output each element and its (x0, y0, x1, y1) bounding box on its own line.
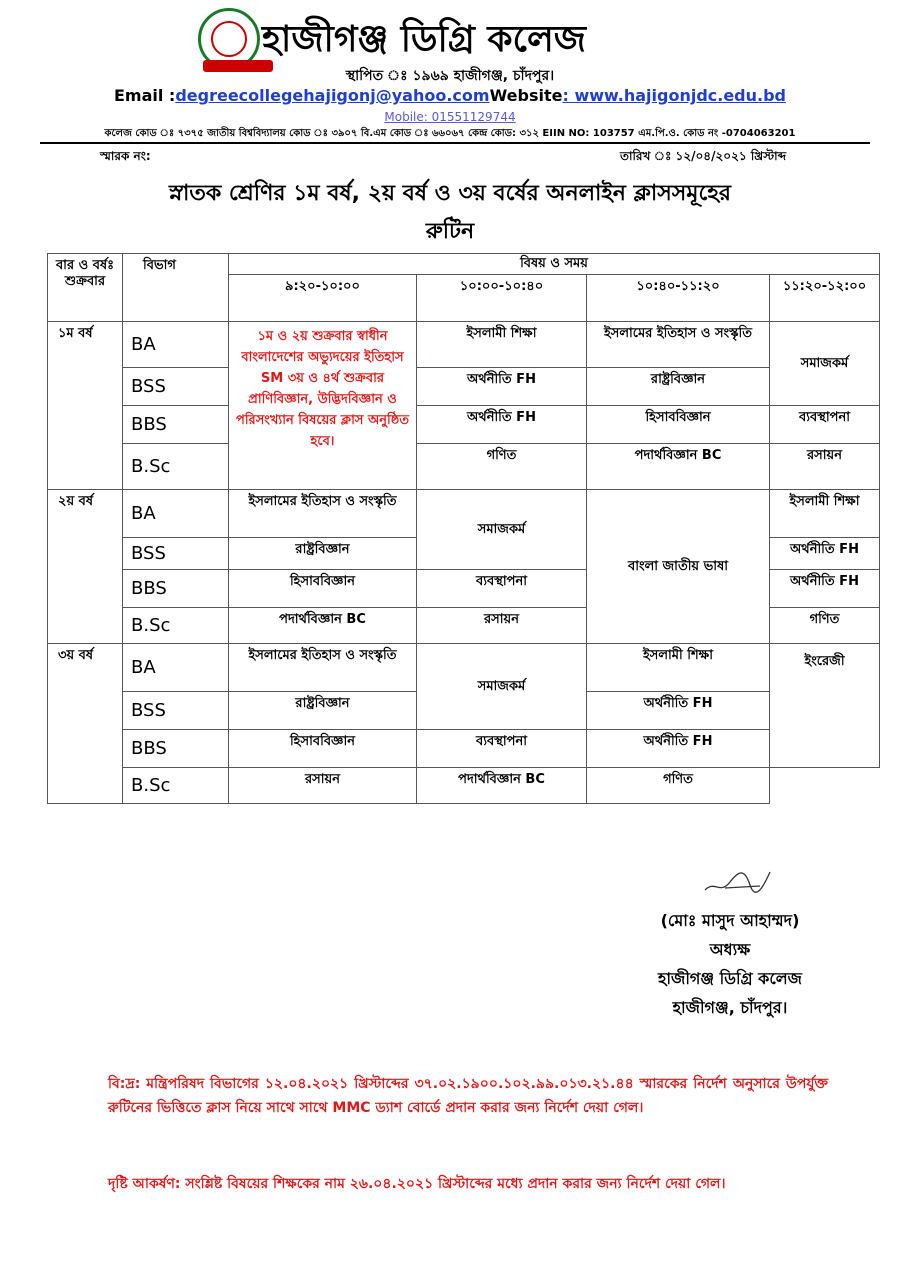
col-dept: বিভাগ (123, 254, 229, 322)
y2-bss-slot4: অর্থনীতি FH (770, 538, 880, 570)
year-3: ৩য় বর্ষ (48, 644, 123, 804)
dept-bss: BSS (123, 538, 229, 570)
dept-bsc: B.Sc (123, 608, 229, 644)
y3-ba-slot1: ইসলামের ইতিহাস ও সংস্কৃতি (229, 644, 417, 692)
table-row (48, 368, 880, 406)
y1-bss-slot3: রাষ্ট্রবিজ্ঞান (587, 368, 770, 406)
established-line: স্থাপিত ঃ ১৯৬৯ হাজীগঞ্জ, চাঁদপুর। (345, 68, 555, 84)
y1-bbs-slot4: ব্যবস্থাপনা (770, 406, 880, 444)
note-attention: দৃষ্টি আকর্ষণ: সংশ্লিষ্ট বিষয়ের শিক্ষকের নাম ২৬.০৪.২০২১ খ্রিস্টাব্দের মধ্যে প্রদান করার জন্য নির্দেশ দেয়া গেল। (108, 1176, 726, 1192)
y3-bsc-slot1: রসায়ন (229, 768, 417, 804)
table-row (48, 490, 880, 538)
y1-bsc-slot2: গণিত (417, 444, 587, 490)
y3-all-slot4: ইংরেজী (770, 644, 880, 768)
principal-name: (মোঃ মাসুদ আহাম্মদ) (660, 911, 800, 930)
y3-bbs-slot1: হিসাববিজ্ঞান (229, 730, 417, 768)
y1-bsc-slot4: রসায়ন (770, 444, 880, 490)
signature-place: হাজীগঞ্জ, চাঁদপুর। (672, 998, 788, 1017)
dept-bss: BSS (123, 368, 229, 406)
y3-bsc-slot3: গণিত (587, 768, 770, 804)
time-slot-2: ১০:০০-১০:৪০ (417, 275, 587, 322)
col-subject-time: বিষয় ও সময় (229, 254, 880, 275)
signature-mark (700, 860, 780, 900)
website-link[interactable]: : www.hajigonjdc.edu.bd (562, 86, 787, 105)
y1-bbs-slot3: হিসাববিজ্ঞান (587, 406, 770, 444)
y1-ba-bss-slot4: সমাজকর্ম (770, 322, 880, 406)
y2-ba-slot1: ইসলামের ইতিহাস ও সংস্কৃতি (229, 490, 417, 538)
principal-designation: অধ্যক্ষ (709, 940, 751, 959)
routine-title: স্নাতক শ্রেণির ১ম বর্ষ, ২য় বর্ষ ও ৩য় বর্ষের অনলাইন ক্লাসসমূহের (169, 181, 731, 206)
y2-bsc-slot4: গণিত (770, 608, 880, 644)
website-label: Website (489, 86, 563, 105)
email-label: Email : (113, 86, 176, 105)
y1-ba-slot2: ইসলামী শিক্ষা (417, 322, 587, 368)
empty-cell (770, 768, 880, 804)
college-name: হাজীগঞ্জ ডিগ্রি কলেজ (262, 19, 587, 60)
table-row (48, 406, 880, 444)
y3-bbs-slot3: অর্থনীতি FH (587, 730, 770, 768)
memo-number: স্মারক নং: (100, 149, 151, 163)
time-slot-4: ১১:২০-১২:০০ (770, 275, 880, 322)
table-header-row (48, 254, 880, 275)
time-slot-3: ১০:৪০-১১:২০ (587, 275, 770, 322)
dept-bsc: B.Sc (123, 444, 229, 490)
y2-bsc-slot2: রসায়ন (417, 608, 587, 644)
y2-bsc-slot1: পদার্থবিজ্ঞান BC (229, 608, 417, 644)
dept-ba: BA (123, 322, 229, 368)
table-row (48, 730, 880, 768)
dept-bsc: B.Sc (123, 768, 229, 804)
y3-ba-bss-slot2: সমাজকর্ম (417, 644, 587, 730)
y3-ba-slot3: ইসলামী শিক্ষা (587, 644, 770, 692)
year-2: ২য় বর্ষ (48, 490, 123, 644)
email-link[interactable]: degreecollegehajigonj@yahoo.com (175, 86, 490, 105)
dept-ba: BA (123, 644, 229, 692)
y2-ba-slot4: ইসলামী শিক্ষা (770, 490, 880, 538)
dept-bbs: BBS (123, 730, 229, 768)
y1-bss-slot2: অর্থনীতি FH (417, 368, 587, 406)
dept-bbs: BBS (123, 406, 229, 444)
routine-title-line2: রুটিন (425, 219, 475, 244)
y1-ba-slot3: ইসলামের ইতিহাস ও সংস্কৃতি (587, 322, 770, 368)
y2-bbs-slot4: অর্থনীতি FH (770, 570, 880, 608)
table-row (48, 768, 880, 804)
issue-date: তারিখ ঃ ১২/০৪/২০২১ খ্রিস্টাব্দ (620, 149, 787, 163)
y3-bss-slot1: রাষ্ট্রবিজ্ঞান (229, 692, 417, 730)
institution-codes: কলেজ কোড ঃ ৭৩৭৫ জাতীয় বিশ্ববিদ্যালয় কোড ঃ ৩৯০৭ বি.এম কোড ঃ ৬৬০৬৭ কেন্দ্র কোড: ৩১২ EIIN NO: 103757 এম.পি.ও. কোড নং -0704063201 (104, 128, 796, 139)
table-row (48, 322, 880, 368)
y2-ba-bss-slot2: সমাজকর্ম (417, 490, 587, 570)
mobile-number[interactable]: Mobile: 01551129744 (384, 110, 516, 124)
y2-bbs-slot2: ব্যবস্থাপনা (417, 570, 587, 608)
table-row (48, 444, 880, 490)
dept-bss: BSS (123, 692, 229, 730)
signature-college: হাজীগঞ্জ ডিগ্রি কলেজ (657, 969, 802, 988)
dept-bbs: BBS (123, 570, 229, 608)
y2-bbs-slot1: হিসাববিজ্ঞান (229, 570, 417, 608)
note-bidro: বি:দ্র: মন্ত্রিপরিষদ বিভাগের ১২.০৪.২০২১ খ্রিস্টাব্দের ৩৭.০২.১৯০০.১০২.৯৯.০১৩.২১.৪৪ স্মারকের নির্দেশ অনুসারে উপর্যুক্ত রুটিনের ভিত্তিতে ক্লাস নিয়ে সাথে সাথে MMC ড্যাশ বোর্ডে প্রদান করার জন্য নির্দেশ দেয়া গেল। (108, 1076, 828, 1116)
col-day-year: বার ও বর্ষঃ শুক্রবার (48, 254, 123, 322)
header-divider (40, 142, 870, 144)
y1-notice: ১ম ও ২য় শুক্রবার স্বাধীন বাংলাদেশের অভ্যুদয়ের ইতিহাস SM ৩য় ও ৪র্থ শুক্রবার প্রাণিবিজ্ঞান, উদ্ভিদবিজ্ঞান ও পরিসংখ্যান বিষয়ের ক্লাস অনুষ্ঠিত হবে। (229, 322, 417, 490)
y3-bbs-slot2: ব্যবস্থাপনা (417, 730, 587, 768)
year-1: ১ম বর্ষ (48, 322, 123, 490)
y3-bss-slot3: অর্থনীতি FH (587, 692, 770, 730)
dept-ba: BA (123, 490, 229, 538)
y3-bsc-slot2: পদার্থবিজ্ঞান BC (417, 768, 587, 804)
table-row (48, 644, 880, 692)
y2-bss-slot1: রাষ্ট্রবিজ্ঞান (229, 538, 417, 570)
y1-bsc-slot3: পদার্থবিজ্ঞান BC (587, 444, 770, 490)
contact-line (0, 86, 900, 105)
time-slot-1: ৯:২০-১০:০০ (229, 275, 417, 322)
routine-table (47, 253, 880, 804)
y1-bbs-slot2: অর্থনীতি FH (417, 406, 587, 444)
y2-all-slot3: বাংলা জাতীয় ভাষা (587, 490, 770, 644)
